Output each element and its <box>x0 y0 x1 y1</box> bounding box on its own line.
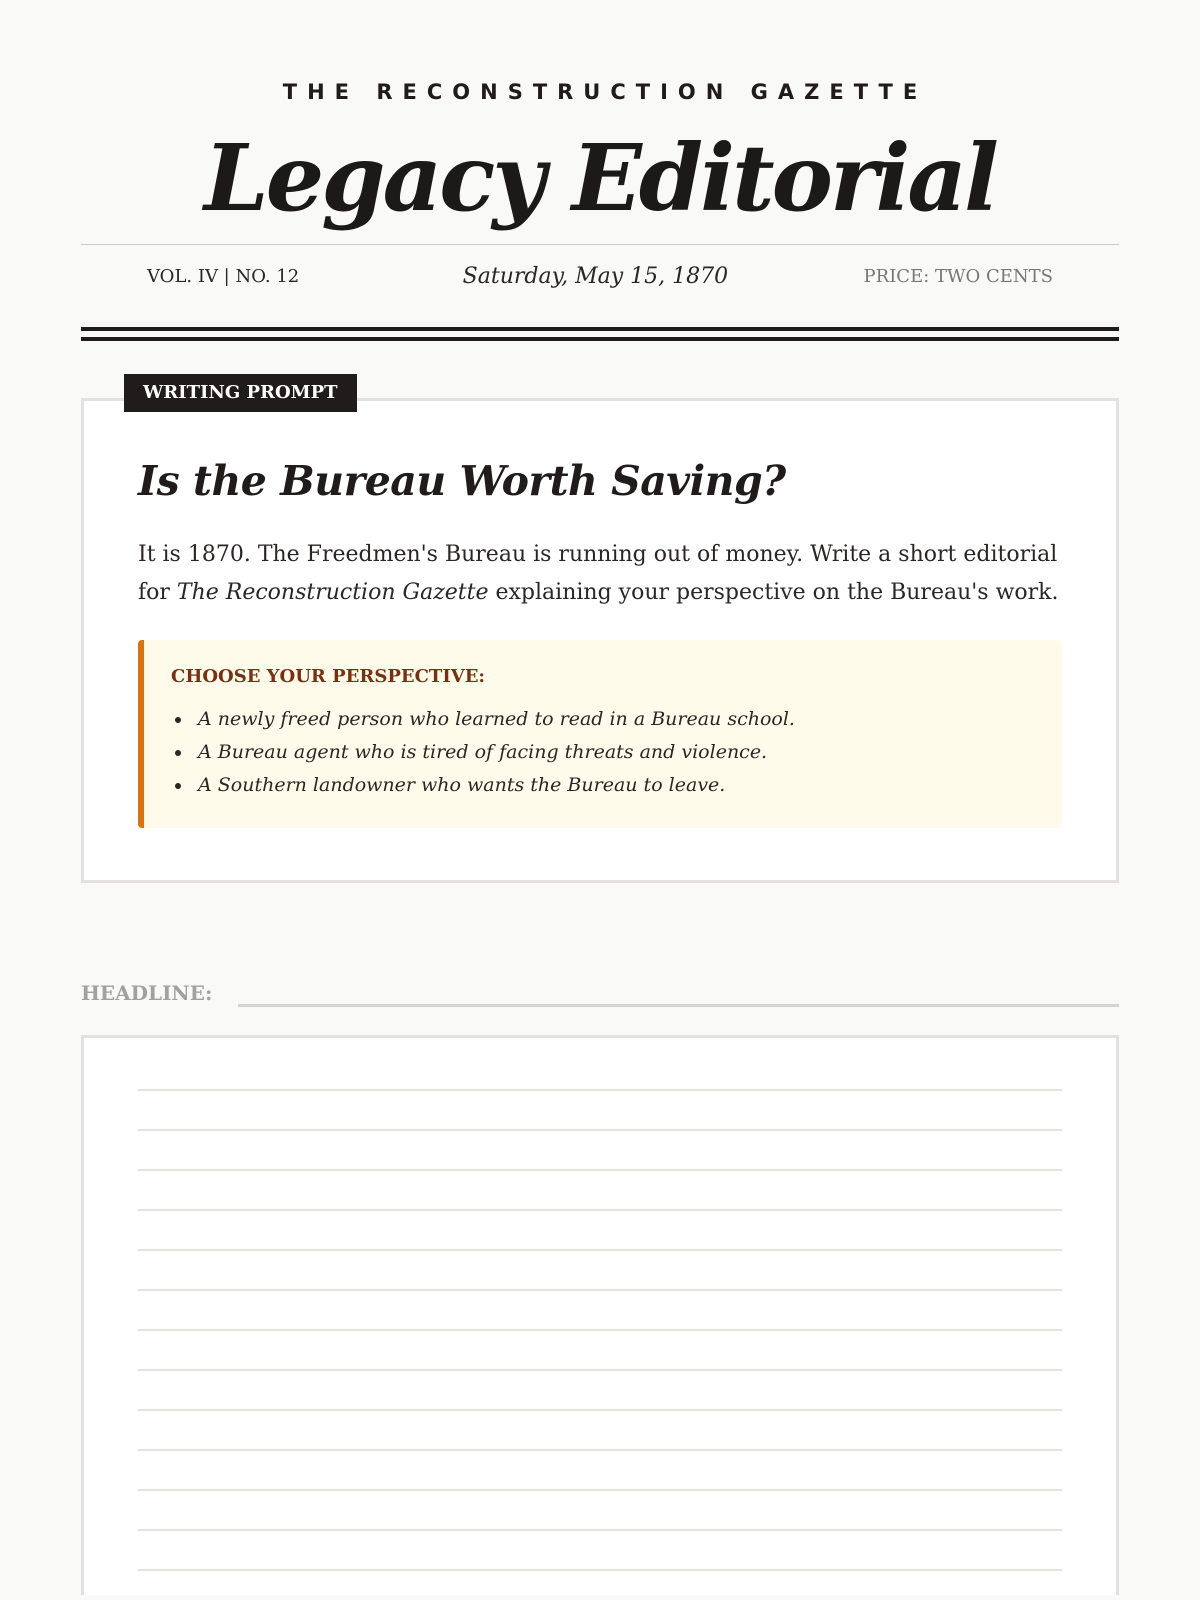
perspective-item: A newly freed person who learned to read in a Bureau school. <box>171 703 1032 736</box>
double-rule-divider <box>81 327 1119 341</box>
perspective-item: A Bureau agent who is tired of facing threats and violence. <box>171 736 1032 769</box>
perspective-title: CHOOSE YOUR PERSPECTIVE: <box>171 666 486 688</box>
writing-prompt-card <box>81 398 1119 883</box>
perspective-callout <box>138 640 1062 828</box>
issue-date: Saturday, May 15, 1870 <box>462 263 729 289</box>
masthead <box>81 0 1119 232</box>
prompt-title: Is the Bureau Worth Saving? <box>138 457 786 505</box>
issue-meta-bar <box>81 245 1119 307</box>
perspective-item: A Southern landowner who wants the Bureau to leave. <box>171 769 1032 802</box>
writing-prompt-section <box>81 382 1119 883</box>
prompt-instructions <box>138 536 1062 612</box>
volume-number: VOL. IV | NO. 12 <box>147 265 300 287</box>
headline-label: HEADLINE: <box>81 981 213 1006</box>
editorial-writing-area[interactable] <box>81 1035 1119 1595</box>
newspaper-name: THE RECONSTRUCTION GAZETTE <box>282 80 928 104</box>
ruled-lines <box>138 1051 1062 1598</box>
headline-row <box>81 975 1119 1007</box>
prompt-body-end: explaining your perspective on the Bureau's work. <box>488 580 1059 606</box>
headline-input[interactable] <box>238 975 1119 1007</box>
prompt-body-start: It is 1870. The Freedmen's Bureau is running out of money. Write a short editorial for <box>138 542 1058 606</box>
page-title: Legacy Editorial <box>204 124 996 232</box>
prompt-newspaper-title: The Reconstruction Gazette <box>176 580 489 606</box>
issue-price: PRICE: TWO CENTS <box>863 265 1053 287</box>
perspective-list <box>171 703 1032 802</box>
writing-prompt-tag: WRITING PROMPT <box>124 374 357 412</box>
